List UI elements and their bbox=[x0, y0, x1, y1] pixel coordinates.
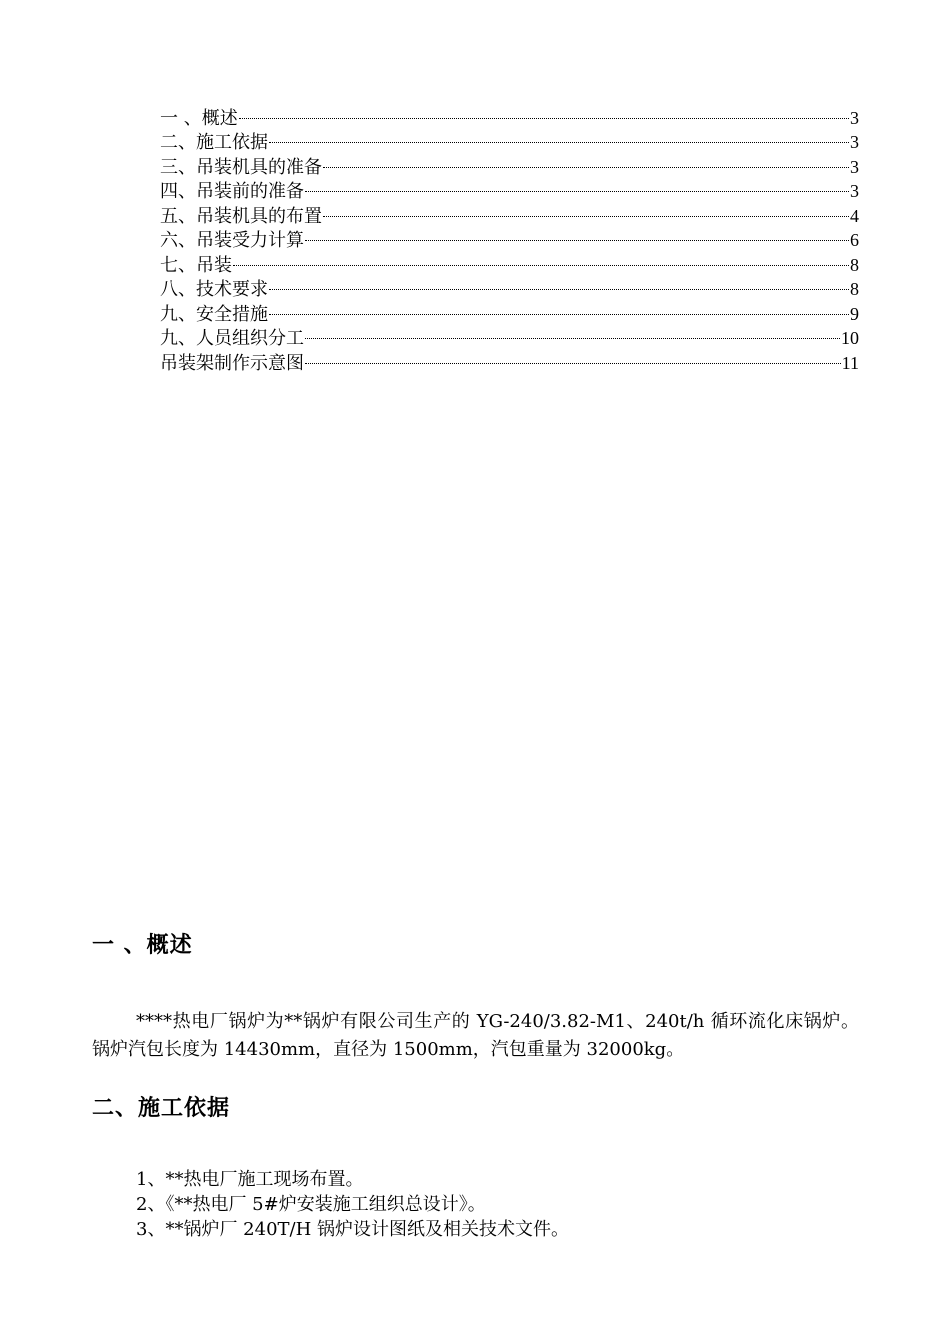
toc-entry-title: 八、技术要求 bbox=[160, 279, 268, 300]
toc-entry-page: 3 bbox=[850, 132, 859, 152]
toc-entry-page: 8 bbox=[850, 254, 859, 275]
toc-entry-page: 11 bbox=[841, 352, 859, 373]
toc-entry-title: 九、安全措施 bbox=[160, 303, 268, 325]
section-heading-overview: 一 、概述 bbox=[92, 933, 193, 958]
toc-entry-page: 4 bbox=[850, 205, 859, 226]
toc-leader-dots bbox=[305, 173, 849, 198]
toc-entry-title: 吊装架制作示意图 bbox=[160, 352, 304, 374]
toc-leader-dots bbox=[323, 197, 849, 222]
toc-entry-title: 五、吊装机具的布置 bbox=[160, 205, 322, 227]
toc-entry[interactable] bbox=[160, 99, 859, 129]
toc-entry-page: 3 bbox=[850, 181, 859, 201]
overview-paragraph bbox=[92, 1008, 859, 1064]
section-heading-basis: 二、施工依据 bbox=[92, 1096, 231, 1121]
toc-entry-title: 六、吊装受力计算 bbox=[160, 230, 304, 251]
toc-leader-dots bbox=[269, 124, 849, 149]
toc-leader-dots bbox=[305, 344, 841, 369]
toc-entry-page: 9 bbox=[850, 303, 859, 324]
toc-entry[interactable] bbox=[160, 271, 859, 300]
toc-leader-dots bbox=[233, 246, 849, 271]
toc-leader-dots bbox=[305, 222, 849, 247]
toc-entry-title: 四、吊装前的准备 bbox=[160, 181, 304, 202]
toc-entry-page: 10 bbox=[841, 328, 859, 348]
toc-entry-page: 8 bbox=[850, 279, 859, 299]
toc-leader-dots bbox=[323, 148, 849, 173]
table-of-contents bbox=[160, 99, 859, 374]
toc-entry-title: 一 、概述 bbox=[160, 107, 238, 129]
toc-leader-dots bbox=[239, 99, 849, 124]
toc-entry-page: 6 bbox=[850, 230, 859, 250]
toc-entry-page: 3 bbox=[850, 107, 859, 128]
toc-entry-title: 二、施工依据 bbox=[160, 132, 268, 153]
basis-list bbox=[136, 1167, 569, 1242]
list-item: 3、**锅炉厂 240T/H 锅炉设计图纸及相关技术文件。 bbox=[136, 1219, 570, 1240]
toc-entry-title: 九、人员组织分工 bbox=[160, 328, 304, 349]
toc-leader-dots bbox=[269, 295, 849, 320]
list-item: 2、《**热电厂 5#炉安装施工组织总设计》。 bbox=[136, 1194, 486, 1215]
toc-entry[interactable] bbox=[160, 124, 859, 153]
toc-entry[interactable] bbox=[160, 246, 859, 276]
toc-leader-dots bbox=[305, 320, 840, 345]
toc-entry-title: 三、吊装机具的准备 bbox=[160, 156, 322, 178]
toc-entry-page: 3 bbox=[850, 156, 859, 177]
list-item: 1、**热电厂施工现场布置。 bbox=[136, 1169, 364, 1190]
toc-entry-title: 七、吊装 bbox=[160, 254, 232, 276]
toc-leader-dots bbox=[269, 271, 849, 296]
overview-paragraph-text: ****热电厂锅炉为**锅炉有限公司生产的 YG-240/3.82-M1、240t/h 循环流化床锅炉。锅炉汽包长度为 14430mm，直径为 1500mm，汽包重量为 32000kg。 bbox=[92, 1011, 859, 1060]
